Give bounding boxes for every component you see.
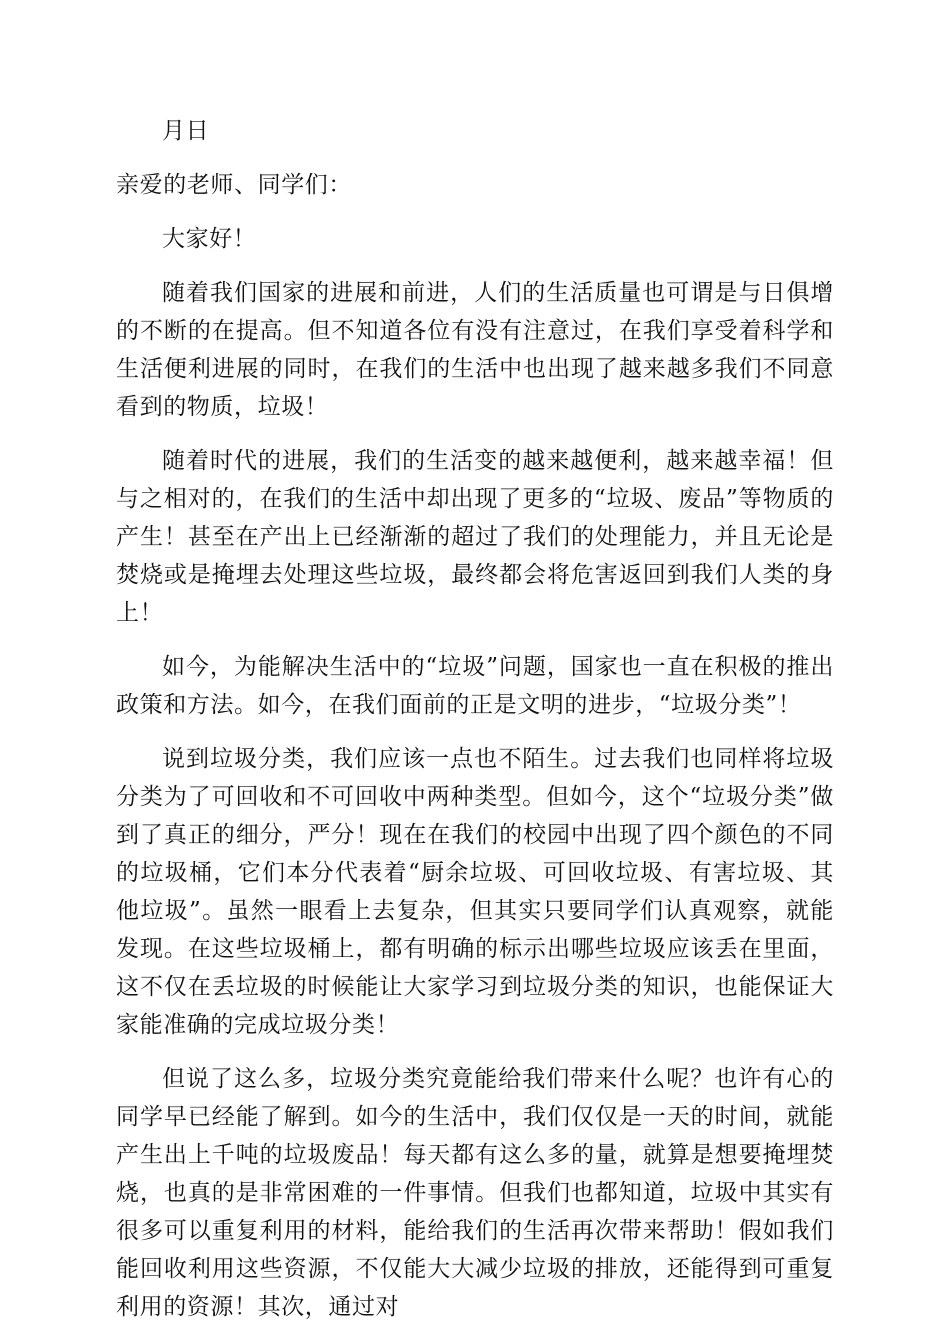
paragraph-2: 随着时代的进展，我们的生活变的越来越便利，越来越幸福！但与之相对的，在我们的生活中却出现了更多的“垃圾、废品”等物质的产生！甚至在产出上已经渐渐的超过了我们的处理能力，并且无论是焚烧或是掩埋去处理这些垃圾，最终都会将危害返回到我们人类的身上！ bbox=[116, 448, 834, 626]
salutation: 亲爱的老师、同学们： bbox=[116, 172, 352, 198]
paragraph-3: 如今，为能解决生活中的“垃圾”问题，国家也一直在积极的推出政策和方法。如今，在我们面前的正是文明的进步，“垃圾分类”！ bbox=[116, 654, 834, 718]
paragraph-5: 但说了这么多，垃圾分类究竟能给我们带来什么呢？也许有心的同学早已经能了解到。如今的生活中，我们仅仅是一天的时间，就能产生出上千吨的垃圾废品！每天都有这么多的量，就算是想要掩埋焚烧，也真的是非常困难的一件事情。但我们也都知道，垃圾中其实有很多可以重复利用的材料，能给我们的生活再次带来帮助！假如我们能回收利用这些资源，不仅能大大减少垃圾的排放，还能得到可重复利用的资源！其次，通过对 bbox=[116, 1066, 834, 1320]
document-body bbox=[116, 112, 834, 1342]
paragraph-4: 说到垃圾分类，我们应该一点也不陌生。过去我们也同样将垃圾分类为了可回收和不可回收中两种类型。但如今，这个“垃圾分类”做到了真正的细分，严分！现在在我们的校园中出现了四个颜色的不同的垃圾桶，它们本分代表着“厨余垃圾、可回收垃圾、有害垃圾、其他垃圾”。虽然一眼看上去复杂，但其实只要同学们认真观察，就能发现。在这些垃圾桶上，都有明确的标示出哪些垃圾应该丢在里面，这不仅在丢垃圾的时候能让大家学习到垃圾分类的知识，也能保证大家能准确的完成垃圾分类！ bbox=[116, 746, 834, 1038]
paragraph-1: 随着我们国家的进展和前进，人们的生活质量也可谓是与日俱增的不断的在提高。但不知道各位有没有注意过，在我们享受着科学和生活便利进展的同时，在我们的生活中也出现了越来越多我们不同意看到的物质，垃圾！ bbox=[116, 280, 834, 420]
date-line: 月日 bbox=[162, 118, 210, 144]
greeting: 大家好！ bbox=[162, 226, 257, 252]
